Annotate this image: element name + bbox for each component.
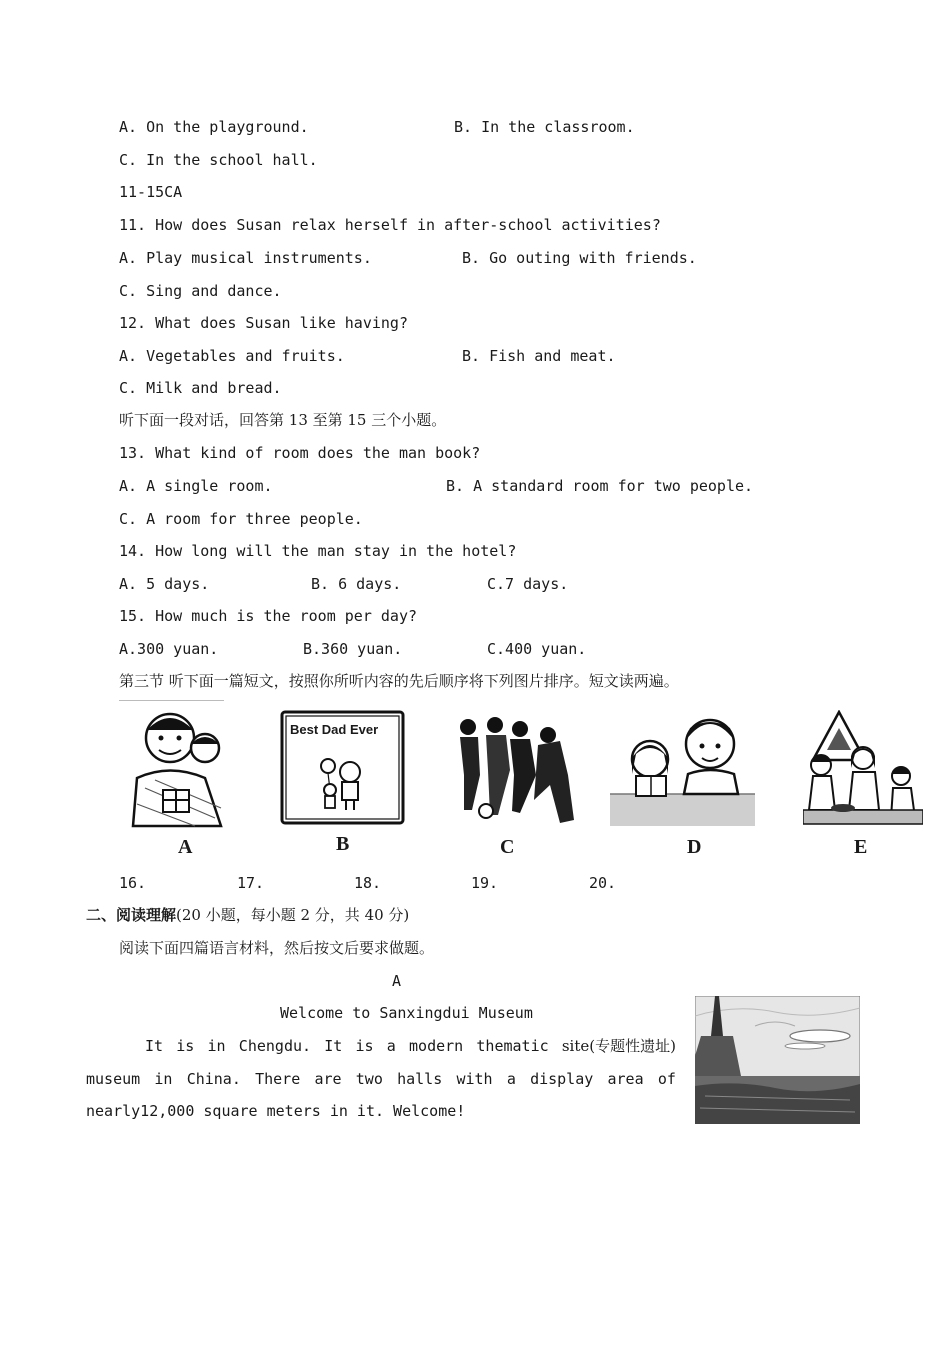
word: in (207, 1037, 226, 1055)
best-dad-card-icon (280, 710, 405, 825)
q12-option-b: B. Fish and meat. (462, 347, 616, 365)
q13-option-b: B. A standard room for two people. (446, 477, 754, 495)
passage-line-2 (86, 1069, 676, 1089)
q15-stem: 15. How much is the room per day? (119, 607, 418, 625)
blank-18: 18. (354, 874, 382, 892)
q11-stem: 11. How does Susan relax herself in after-school activities? (119, 216, 661, 234)
word: a (506, 1070, 516, 1088)
word: It (145, 1037, 164, 1055)
q15-option-b: B.360 yuan. (303, 640, 403, 658)
word: museum (86, 1070, 141, 1088)
passage-title: Welcome to Sanxingdui Museum (280, 1004, 533, 1022)
card-text: Best Dad Ever (290, 722, 379, 737)
section3-instruction: 第三节 听下面一篇短文，按照你所听内容的先后顺序将下列图片排序。短文读两遍。 (119, 672, 679, 690)
word: is (355, 1037, 374, 1055)
word: display (530, 1070, 594, 1088)
q14-stem: 14. How long will the man stay in the hotel? (119, 542, 517, 560)
q10-option-a: A. On the playground. (119, 118, 309, 136)
q13-stem: 13. What kind of room does the man book? (119, 444, 481, 462)
q14-option-c: C.7 days. (487, 575, 569, 593)
word: halls (397, 1070, 443, 1088)
word: in (154, 1070, 173, 1088)
word: of (657, 1070, 676, 1088)
family-cooking-icon (803, 710, 923, 828)
divider (119, 700, 224, 701)
answer-key: 11-15CA (119, 183, 183, 201)
picture-label-e: E (854, 836, 868, 858)
word: It (324, 1037, 343, 1055)
word: two (355, 1070, 383, 1088)
q15-option-a: A.300 yuan. (119, 640, 219, 658)
blank-17: 17. (237, 874, 265, 892)
picture-label-a: A (178, 836, 193, 858)
word: a (386, 1037, 396, 1055)
part2-instruction: 阅读下面四篇语言材料，然后按文后要求做题。 (119, 939, 435, 957)
passage-letter: A (392, 972, 402, 990)
word: site(专题性遗址) (561, 1037, 676, 1055)
word: China. (186, 1070, 241, 1088)
picture-label-b: B (336, 833, 350, 855)
word: Chengdu. (238, 1037, 312, 1055)
word: modern (409, 1037, 464, 1055)
blank-20: 20. (589, 874, 617, 892)
word: area (607, 1070, 644, 1088)
father-reading-child-icon (610, 714, 755, 826)
picture-label-d: D (687, 836, 702, 858)
passage-line-3: nearly12,000 square meters in it. Welcome! (86, 1102, 466, 1120)
picture-label-c: C (500, 836, 515, 858)
part2-heading-note: (20 小题，每小题 2 分，共 40 分) (176, 906, 410, 924)
father-child-gift-icon (125, 708, 230, 833)
sanxingdui-tower-icon (695, 996, 860, 1124)
q11-option-b: B. Go outing with friends. (462, 249, 697, 267)
blank-19: 19. (471, 874, 499, 892)
part2-heading-title: 二、阅读理解 (86, 906, 177, 924)
q12-option-c: C. Milk and bread. (119, 379, 282, 397)
word: thematic (476, 1037, 549, 1055)
q14-option-a: A. 5 days. (119, 575, 210, 593)
word: There (255, 1070, 301, 1088)
q11-option-a: A. Play musical instruments. (119, 249, 372, 267)
word: is (176, 1037, 195, 1055)
football-players-icon (450, 715, 578, 827)
word: with (456, 1070, 493, 1088)
q14-option-b: B. 6 days. (311, 575, 402, 593)
q10-option-b: B. In the classroom. (454, 118, 635, 136)
instruction-13-15: 听下面一段对话，回答第 13 至第 15 三个小题。 (119, 411, 447, 429)
q13-option-a: A. A single room. (119, 477, 273, 495)
q12-stem: 12. What does Susan like having? (119, 314, 408, 332)
blank-16: 16. (119, 874, 147, 892)
q15-option-c: C.400 yuan. (487, 640, 587, 658)
passage-line-1 (145, 1036, 676, 1056)
q13-option-c: C. A room for three people. (119, 510, 363, 528)
q11-option-c: C. Sing and dance. (119, 282, 282, 300)
q12-option-a: A. Vegetables and fruits. (119, 347, 345, 365)
q10-option-c: C. In the school hall. (119, 151, 318, 169)
part2-heading (86, 905, 409, 925)
word: are (314, 1070, 342, 1088)
